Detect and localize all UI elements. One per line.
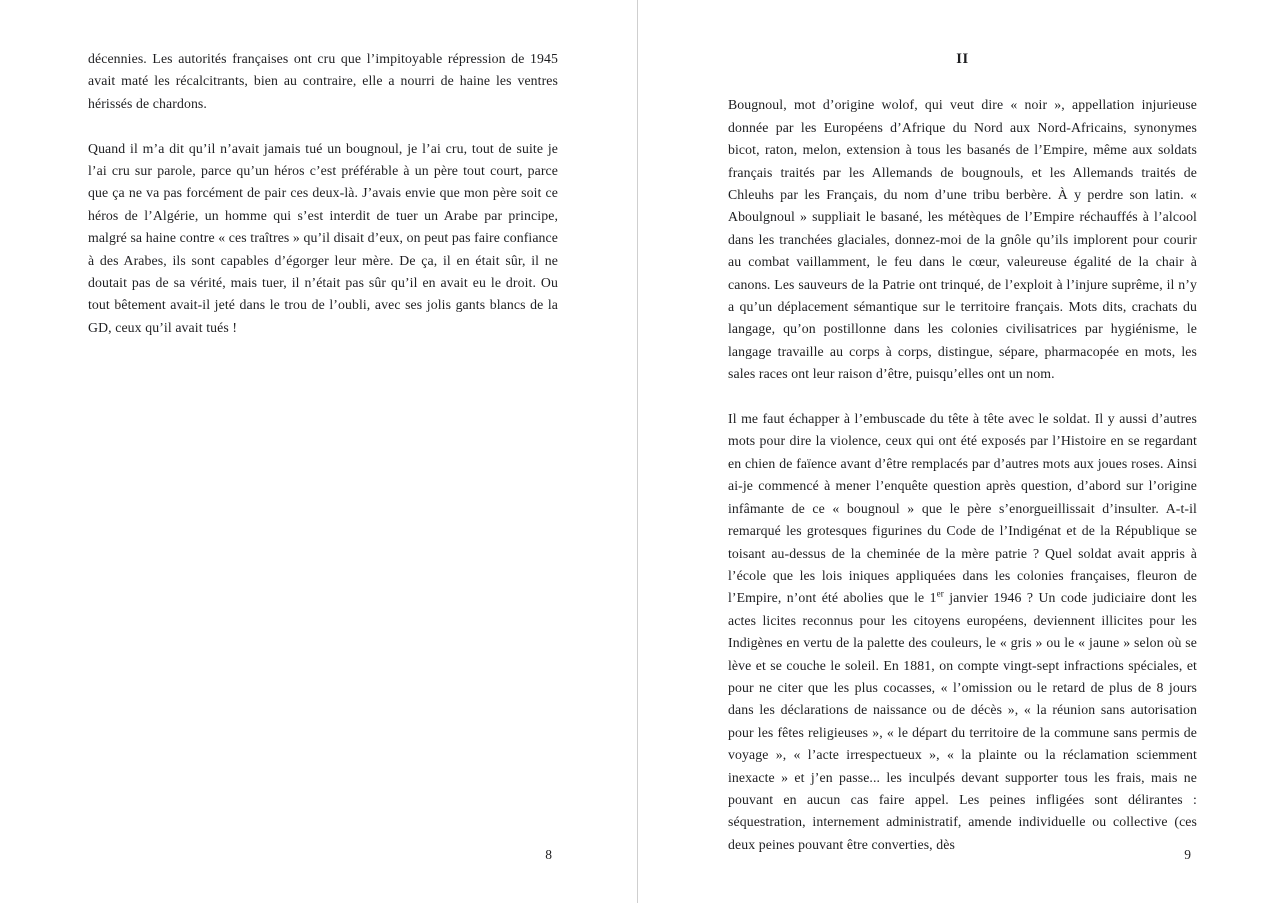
paragraph-text: janvier 1946 ? Un code judiciaire dont les actes licites reconnus pour les citoyens européens, deviennent illicites pour les Indigènes en vertu de la palette des couleurs, le « gris » ou le « jaune » selon où se lève et se couche le soleil. En 1881, on compte vingt-sept infractions spéciales, et pour ne citer que les plus cocasses, « l’omission ou le retard de plus de 8 jours dans les déclarations de naissance ou de décès », « la réunion sans autorisation pour les fêtes religieuses », « le départ du territoire de la commune sans permis de voyage », « l’acte irrespectueux », « la plainte ou la réclamation sciemment inexacte » et j’en passe... les inculpés devant supporter tous les frais, mais ne pouvant en aucun cas faire appel. Les peines infligées sont délirantes : séquestration, internement administratif, amende individuelle ou collective (ces deux peines pouvant être converties, dès	[728, 590, 1198, 852]
right-text-block	[728, 48, 1197, 856]
page-number-right: 9	[1184, 847, 1191, 862]
page-right	[638, 0, 1276, 903]
chapter-heading: II	[956, 51, 969, 67]
paragraph: Bougnoul, mot d’origine wolof, qui veut dire « noir », appellation injurieuse donnée par les Européens d’Afrique du Nord aux Nord-Africains, synonymes bicot, raton, melon, extension à tous les basanés de l’Empire, même aux soldats français traités par les Allemands de bougnouls, et les Allemands traités de Chleuhs par les Français, du nom d’une tribu berbère. À y perdre son latin. « Aboulgnoul » suppliait le basané, les métèques de l’Empire réchauffés à l’alcool dans les tranchées glaciales, donnez-moi de la gnôle qu’ils implorent pour courir au combat vaillamment, le feu dans le cœur, valeureuse égalité de la chair à canons. Les sauveurs de la Patrie ont trinqué, de l’exploit à l’injure suprême, il n’y a qu’un déplacement sémantique sur le territoire français. Mots dits, crachats du langage, qu’on postillonne dans les colonies civilisatrices par hygiénisme, le langage travaille au corps à corps, distingue, sépare, pharmacopée en mots, les sales races ont leur raison d’être, puisqu’elles ont un nom.	[728, 97, 1197, 382]
paragraph: décennies. Les autorités françaises ont cru que l’impitoyable répression de 1945 avait maté les récalcitrants, bien au contraire, elle a nourri de haine les ventres hérissés de chardons.	[88, 51, 558, 111]
page-number-left: 8	[545, 847, 552, 862]
left-text-block	[88, 48, 558, 339]
page-left	[0, 0, 637, 903]
paragraph: Quand il m’a dit qu’il n’avait jamais tué un bougnoul, je l’ai cru, tout de suite je l’ai cru sur parole, parce qu’un héros c’est préférable à un père tout court, parce que ça ne va pas forcément de pair ces deux-là. J’avais envie que mon père soit ce héros de l’Algérie, un homme qui s’est interdit de tuer un Arabe par principe, malgré sa haine contre « ces traîtres » qu’il disait d’eux, on peut pas faire confiance à des Arabes, ils sont capables d’égorger leur mère. De ça, il en était sûr, il ne doutait pas de sa vérité, mais tuer, il n’était pas sûr qu’il en avait eu le droit. Ou tout bêtement avait-il jeté dans le trou de l’oubli, avec ses jolis gants blancs de la GD, ceux qu’il avait tués !	[88, 140, 558, 335]
paragraph-text: Il me faut échapper à l’embuscade du tête à tête avec le soldat. Il y aussi d’autres mots pour dire la violence, ceux qui ont été exposés par l’Histoire en se regardant en chien de faïence avant d’être remplacés par d’autres mots aux joues roses. Ainsi ai-je commencé à mener l’enquête question après question, d’abord sur l’origine infâmante de ce « bougnoul » que le père s’enorgueillissait d’insulter. A-t-il remarqué les grotesques figurines du Code de l’Indigénat et de la République se toisant au-dessus de la cheminée de la mère patrie ? Quel soldat avait appris à l’école que les lois iniques appliquées dans les colonies françaises, fleuron de l’Empire, n’ont été abolies que le 1	[728, 411, 1197, 606]
paragraph	[728, 408, 1197, 856]
superscript-ordinal: er	[936, 588, 944, 599]
